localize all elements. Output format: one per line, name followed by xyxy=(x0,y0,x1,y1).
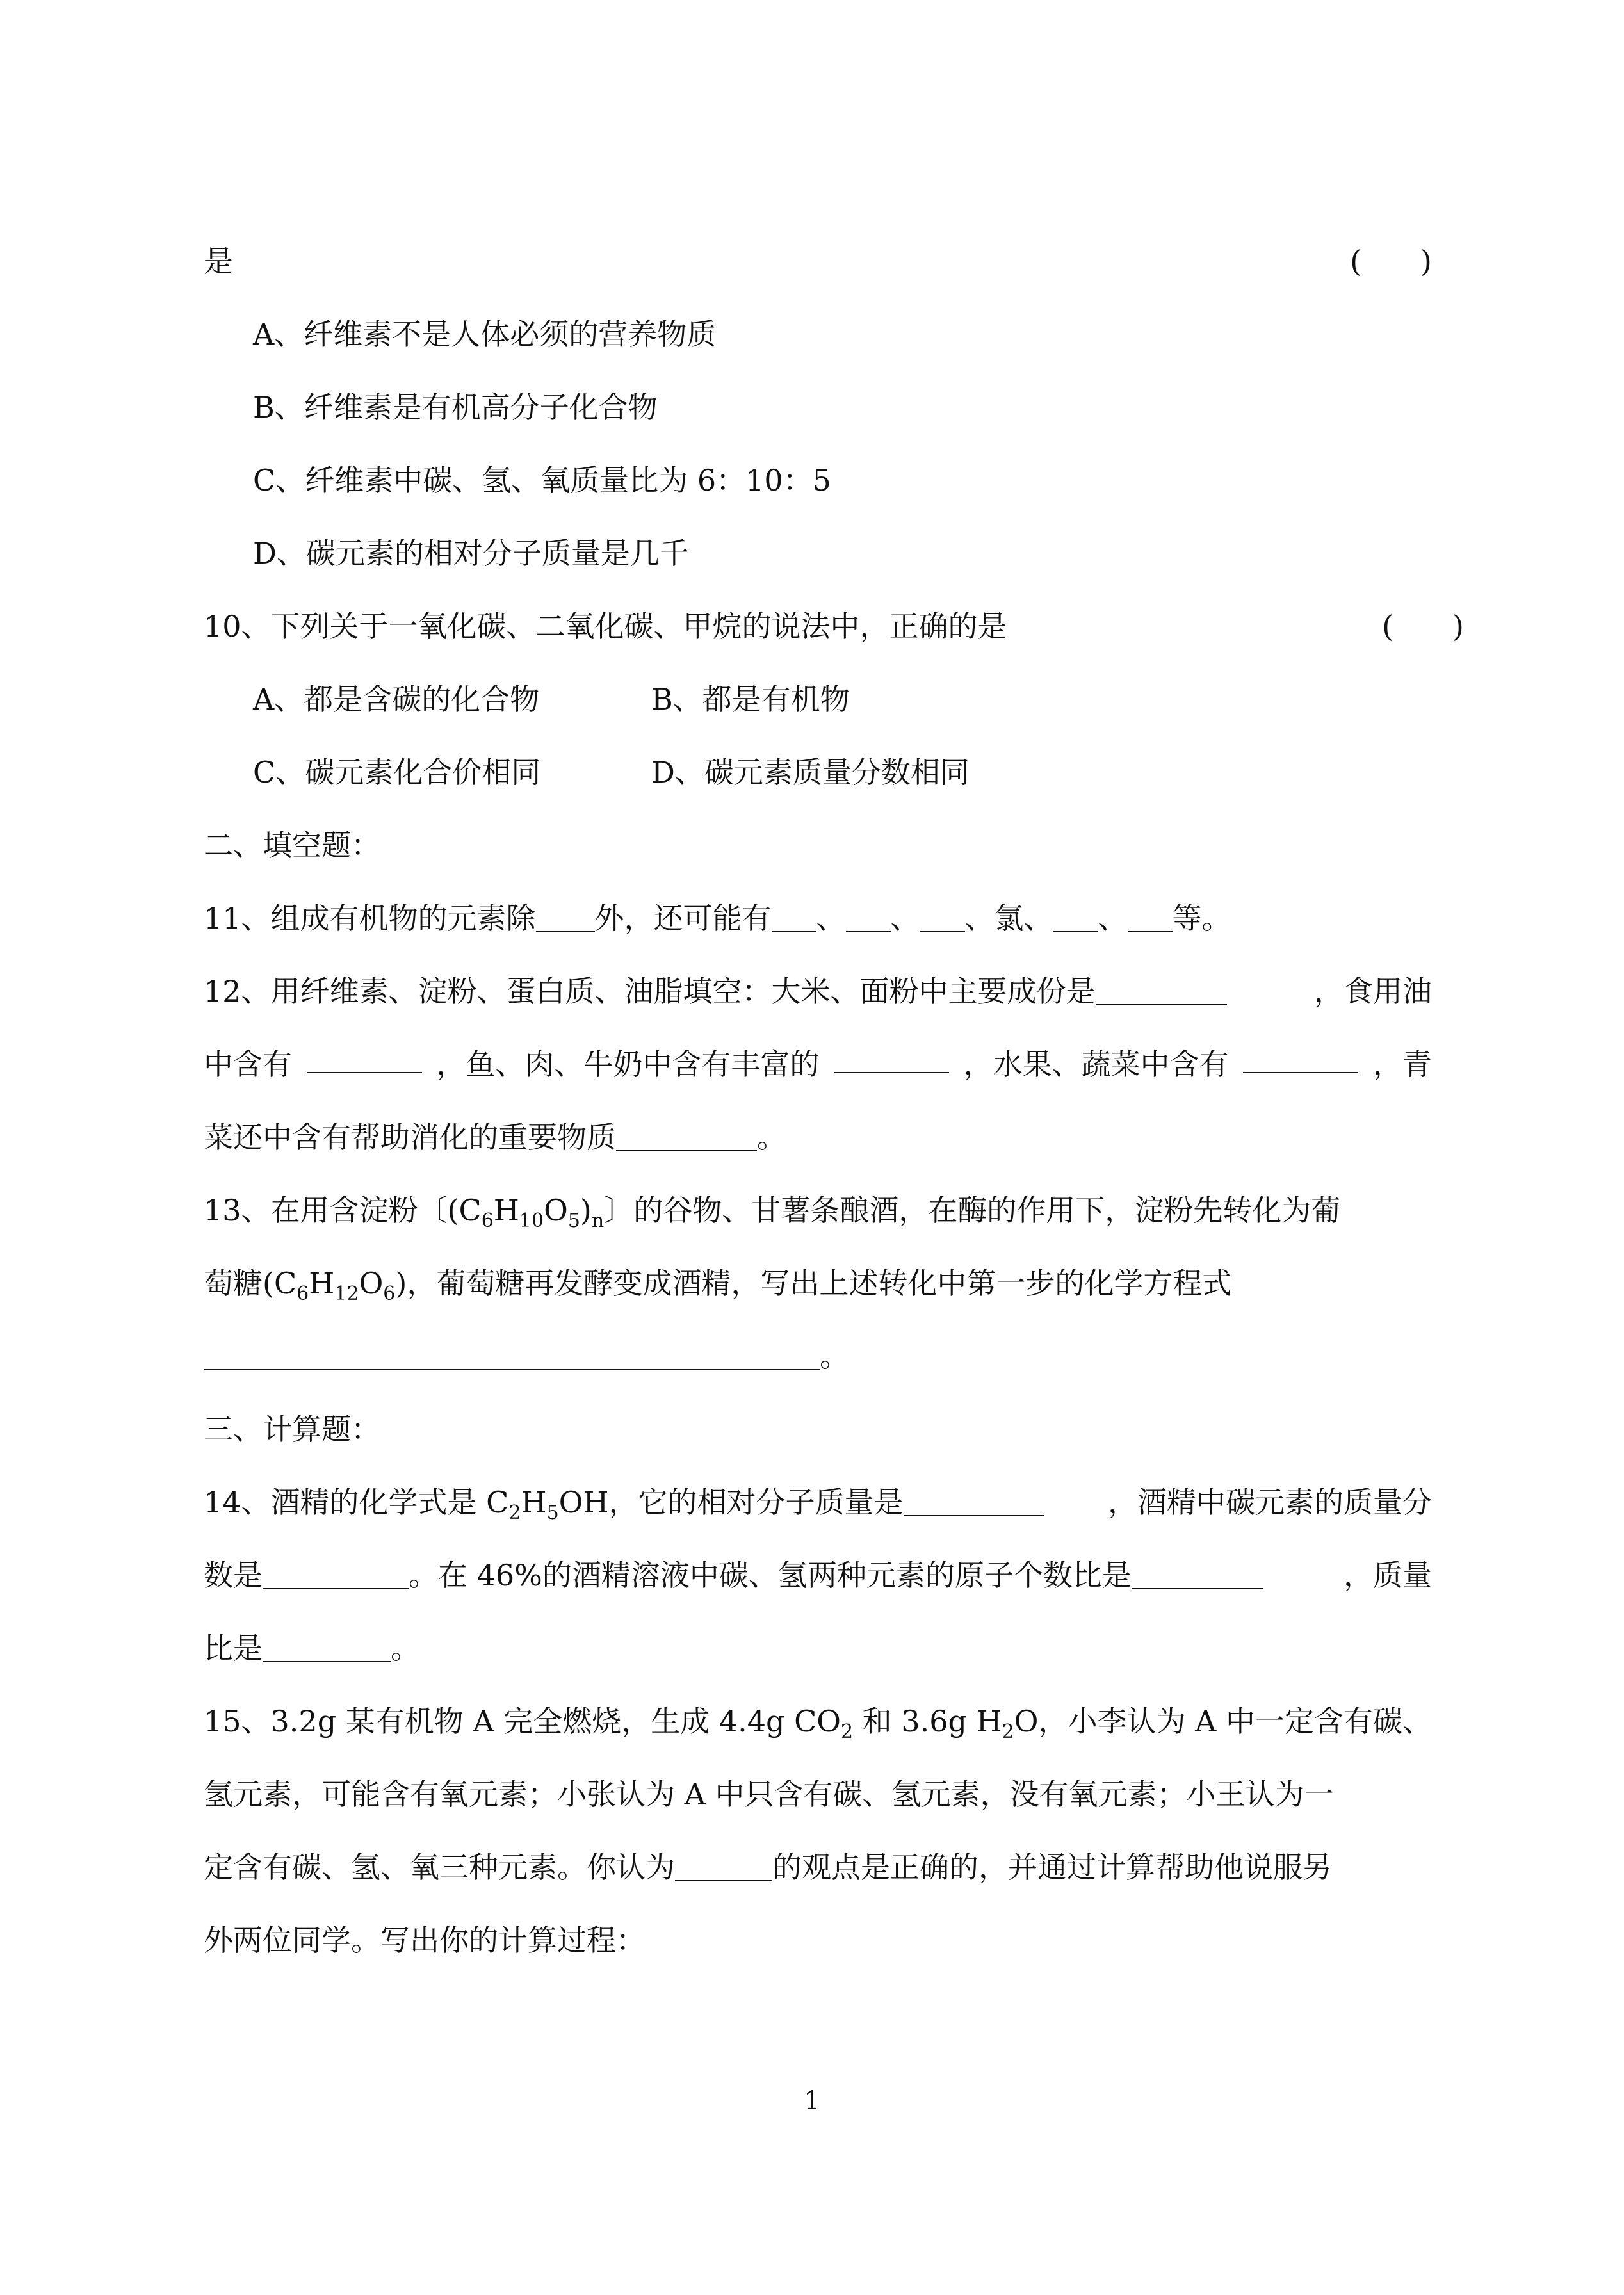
q12-text: 。 xyxy=(757,1120,786,1155)
q9-stem-tail: 是 xyxy=(204,244,233,279)
q12-blank-4[interactable] xyxy=(1243,1044,1358,1073)
q12-text: ，水果、蔬菜中含有 xyxy=(963,1047,1229,1082)
q11-blank-6[interactable] xyxy=(1128,903,1173,932)
q15-line-1 xyxy=(204,1701,1432,1742)
q12-line-1 xyxy=(204,971,1432,1012)
q13-subscript: 10 xyxy=(519,1210,544,1232)
page-number: 1 xyxy=(804,2086,820,2116)
q14-blank-1[interactable] xyxy=(904,1487,1044,1516)
q12-text: 菜还中含有帮助消化的重要物质 xyxy=(204,1120,616,1155)
q14-blank-4[interactable] xyxy=(263,1633,391,1662)
q13-equation-blank[interactable] xyxy=(204,1341,820,1370)
q11-blank-1[interactable] xyxy=(536,903,595,932)
q13-text: H xyxy=(493,1193,519,1228)
q15-line-3 xyxy=(204,1847,1432,1888)
q15-blank[interactable] xyxy=(675,1852,772,1881)
q13-line-3 xyxy=(204,1336,1432,1377)
q14-line-1 xyxy=(204,1482,1432,1523)
q12-blank-3[interactable] xyxy=(834,1044,949,1073)
q15-text: O，小李认为 A 中一定含有碳、 xyxy=(1014,1704,1432,1739)
q11-text-2: 外，还可能有 xyxy=(594,901,772,936)
q15-text: 的观点是正确的，并通过计算帮助他说服另 xyxy=(772,1850,1332,1885)
q11-blank-4[interactable] xyxy=(920,903,965,932)
q10-stem-line xyxy=(204,606,1464,647)
q14-text: OH，它的相对分子质量是 xyxy=(558,1485,904,1520)
q11-sep: 、 xyxy=(1098,901,1128,936)
q14-text: ，酒精中碳元素的质量分 xyxy=(1108,1485,1432,1520)
q10-answer-paren: ( ) xyxy=(1382,609,1464,644)
q12-line-3 xyxy=(204,1117,1432,1158)
q13-line-2 xyxy=(204,1263,1432,1304)
q14-line-3 xyxy=(204,1628,1432,1669)
q9-answer-paren: ( ) xyxy=(1350,244,1432,279)
q12-text: 12、用纤维素、淀粉、蛋白质、油脂填空：大米、面粉中主要成份是 xyxy=(204,974,1096,1009)
q11-blank-2[interactable] xyxy=(772,903,816,932)
q10-stem: 10、下列关于一氧化碳、二氧化碳、甲烷的说法中，正确的是 xyxy=(204,609,1007,644)
q9-stem-line xyxy=(204,241,1432,282)
q12-text: ，食用油 xyxy=(1314,974,1432,1009)
q9-option-a: A、纤维素不是人体必须的营养物质 xyxy=(253,317,717,352)
q15-line-4: 外两位同学。写出你的计算过程： xyxy=(204,1923,646,1958)
q14-blank-3[interactable] xyxy=(1132,1560,1263,1589)
q14-subscript: 2 xyxy=(508,1502,521,1524)
q15-line-2: 氢元素，可能含有氧元素；小张认为 A 中只含有碳、氢元素，没有氧元素；小王认为一 xyxy=(204,1777,1334,1812)
q14-blank-2[interactable] xyxy=(263,1560,409,1589)
section-fill-in-heading: 二、填空题： xyxy=(204,828,380,863)
q14-text: 。在 46%的酒精溶液中碳、氢两种元素的原子个数比是 xyxy=(409,1558,1132,1593)
q15-subscript: 2 xyxy=(1002,1721,1014,1743)
q13-text: 。 xyxy=(820,1339,849,1374)
q12-line-2 xyxy=(204,1044,1432,1085)
q13-text: O xyxy=(544,1193,568,1228)
q11-text-3: 氯 xyxy=(994,901,1024,936)
q11-sep: 、 xyxy=(964,901,995,936)
q9-option-b: B、纤维素是有机高分子化合物 xyxy=(253,390,658,425)
q14-text: H xyxy=(521,1485,547,1520)
section-calculation-heading: 三、计算题： xyxy=(204,1412,380,1447)
q13-subscript: 6 xyxy=(481,1210,494,1232)
q11-sep: 、 xyxy=(816,901,846,936)
q13-subscript: 5 xyxy=(567,1210,580,1232)
q9-option-d: D、碳元素的相对分子质量是几千 xyxy=(253,536,689,571)
q10-option-b: B、都是有机物 xyxy=(651,682,850,717)
q13-subscript: 12 xyxy=(334,1283,359,1305)
q10-option-d: D、碳元素质量分数相同 xyxy=(651,755,970,790)
q12-text: ，鱼、肉、牛奶中含有丰富的 xyxy=(436,1047,820,1082)
q14-text: 。 xyxy=(391,1631,420,1666)
q10-option-c: C、碳元素化合价相同 xyxy=(253,755,541,790)
q11-text-1: 11、组成有机物的元素除 xyxy=(204,901,536,936)
q11-sep: 、 xyxy=(890,901,920,936)
q14-text: 数是 xyxy=(204,1558,263,1593)
q11-line xyxy=(204,898,1432,939)
q12-blank-2[interactable] xyxy=(307,1044,422,1073)
q13-subscript: 6 xyxy=(296,1283,309,1305)
q13-text: O xyxy=(359,1266,384,1301)
q12-text: 中含有 xyxy=(204,1047,292,1082)
q14-text: ，质量 xyxy=(1344,1558,1432,1593)
q13-text: 萄糖(C xyxy=(204,1266,297,1301)
q14-text: 14、酒精的化学式是 C xyxy=(204,1485,509,1520)
q13-line-1 xyxy=(204,1190,1432,1231)
q11-text-4: 等。 xyxy=(1172,901,1231,936)
q14-line-2 xyxy=(204,1555,1432,1596)
q10-option-a: A、都是含碳的化合物 xyxy=(253,682,540,717)
q15-text: 和 3.6g H xyxy=(853,1704,1002,1739)
q13-text: 13、在用含淀粉〔(C xyxy=(204,1193,482,1228)
q13-text: ) xyxy=(580,1193,592,1228)
q12-blank-1[interactable] xyxy=(1096,976,1227,1005)
q13-text: )，葡萄糖再发酵变成酒精，写出上述转化中第一步的化学方程式 xyxy=(395,1266,1232,1301)
q13-text: H xyxy=(309,1266,335,1301)
q14-subscript: 5 xyxy=(546,1502,559,1524)
q9-option-c: C、纤维素中碳、氢、氧质量比为 6：10：5 xyxy=(253,463,831,498)
q15-text: 15、3.2g 某有机物 A 完全燃烧，生成 4.4g CO xyxy=(204,1704,841,1739)
q12-blank-5[interactable] xyxy=(616,1122,757,1151)
q10-options-row-1 xyxy=(253,679,1432,720)
q13-text: 〕的谷物、甘薯条酿酒，在酶的作用下，淀粉先转化为葡 xyxy=(604,1193,1341,1228)
q11-sep: 、 xyxy=(1023,901,1053,936)
q14-text: 比是 xyxy=(204,1631,263,1666)
q13-subscript: n xyxy=(591,1210,605,1232)
q11-blank-5[interactable] xyxy=(1053,903,1098,932)
q11-blank-3[interactable] xyxy=(846,903,891,932)
q15-subscript: 2 xyxy=(840,1721,854,1743)
q13-subscript: 6 xyxy=(383,1283,396,1305)
q10-options-row-2 xyxy=(253,752,1432,793)
q15-text: 定含有碳、氢、氧三种元素。你认为 xyxy=(204,1850,675,1885)
q12-text: ，青 xyxy=(1372,1047,1432,1082)
